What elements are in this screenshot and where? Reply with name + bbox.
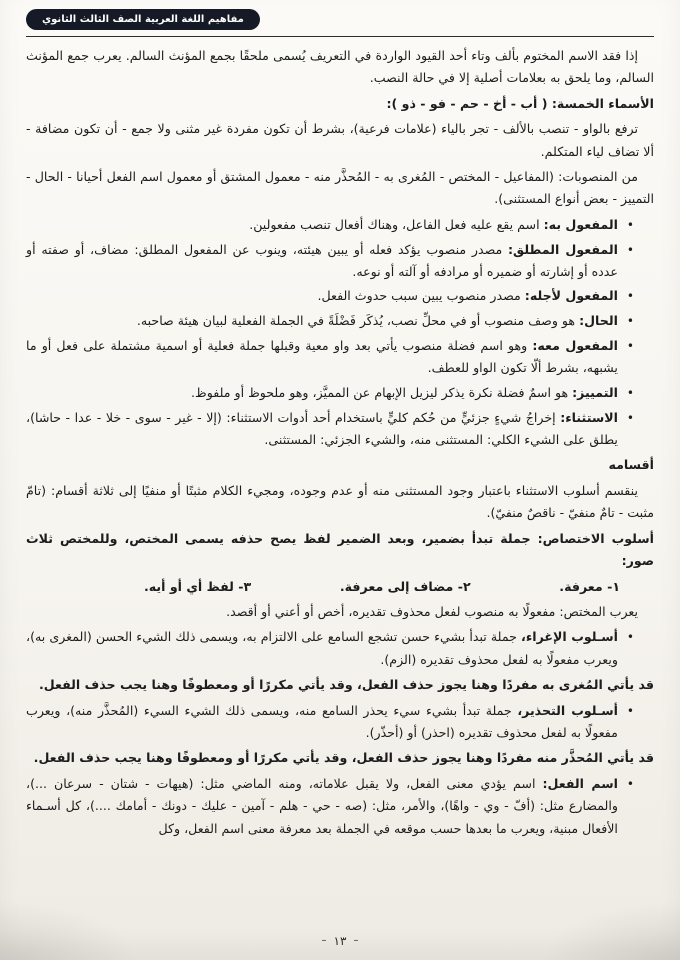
bullet-item-haal: [26, 310, 634, 333]
bullet-icon: •: [626, 776, 634, 791]
form-option-3: ٣- لفظ أي أو أيه.: [144, 578, 252, 594]
bullet-text-wrap: [26, 335, 618, 380]
asaleeb-bullet-list: [26, 626, 634, 671]
bullet-label: المفعول لأجله:: [524, 288, 618, 304]
bullet-label: المفعول به:: [543, 216, 618, 232]
bullet-item-ighraa: [26, 626, 634, 671]
note-tahzir: قد يأتي المُحذَّر منه مفردًا وهنا يجوز حذف الفعل، وقد يأتي مكررًا أو ومعطوفًا وهنا يجب حذف الفعل.: [33, 750, 654, 766]
bullet-text: جملة تبدأ بشيء سيء يحذر السامع منه، ويسمى ذلك الشيء السيء (المُحذَّر منه)، ويعرب مفعولًا به لفعل محذوف تقديره (احذر) أو (أحذّر).: [26, 702, 618, 740]
paragraph-i3rab-mukhtass: يعرب المختص: مفعولًا به منصوب لفعل محذوف تقديره، أخص أو أعني أو أقصد.: [226, 603, 638, 619]
page-footer: [0, 934, 680, 948]
bullet-label: الحال:: [579, 313, 618, 329]
bullet-item-mafoul-maah: [26, 335, 634, 380]
bullet-icon: •: [626, 385, 634, 400]
page-number: ١٣: [333, 934, 347, 948]
tahzir-bullet-list: [26, 700, 634, 745]
bullet-icon: •: [626, 703, 634, 718]
bullet-text-wrap: [26, 382, 618, 404]
bullet-icon: •: [626, 630, 634, 645]
bullet-item-mafoul-liajlih: [26, 285, 634, 308]
scan-shadow-right: [540, 900, 680, 960]
bullet-text-wrap: [26, 214, 618, 236]
paragraph-ikhtisas: أسلوب الاختصاص: جملة تبدأ بضمير، وبعد الضمير لفظ يصح حذفه يسمى المختص، وللمختص ثلاث صور:: [26, 530, 654, 569]
bullet-item-mafoul-bih: [26, 214, 634, 237]
footer-ornament-right: –: [353, 935, 359, 946]
header-badge: مفاهيم اللغة العربية الصف الثالث الثانوي: [26, 9, 260, 30]
bullet-text: إخراجُ شيءٍ جزئيٍّ من حُكم كليٍّ باستخدام أحد أدوات الاستثناء: (إلا - غير - سوى - خلا - عدا - حاشا)، يطلق على الشيء الكلي: المستثنى منه، والشيء الجزئي: المستثنى.: [26, 409, 618, 448]
paragraph-intro: إذا فقد الاسم المختوم بألف وتاء أحد القيود الواردة في التعريف يُسمى ملحقًا بجمع المؤنث السالم. يعرب جمع المؤنث السالم، وما يلحق به بعلامات أصلية إلا في حالة النصب.: [26, 48, 654, 86]
bullet-icon: •: [626, 410, 634, 425]
bullet-text-wrap: [26, 773, 618, 840]
bullet-label: الاستثناء:: [560, 409, 618, 425]
form-option-1: ١- معرفة.: [559, 578, 620, 594]
bullet-item-istithnaa: [26, 407, 634, 452]
bullet-icon: •: [626, 339, 634, 354]
mansubat-bullet-list: [26, 214, 634, 452]
form-option-2: ٢- مضاف إلى معرفة.: [339, 578, 471, 594]
bullet-text: وهو اسم فضلة منصوب يأتي بعد واو معية وقبلها جملة فعلية أو اسمية مشتملة على فعل أو ما يشبهه، بشرط ألّا تكون الواو للعطف.: [26, 338, 618, 376]
bullet-text-wrap: [26, 407, 618, 452]
bullet-icon: •: [626, 289, 634, 304]
header-divider: [26, 36, 654, 37]
scan-shadow-left: [0, 900, 140, 960]
bullet-text-wrap: [26, 700, 618, 745]
note-ighraa: قد يأتي المُغرى به مفردًا وهنا يجوز حذف الفعل، وقد يأتي مكررًا أو ومعطوفًا وهنا يجب حذف الفعل.: [38, 677, 654, 693]
mukhtass-forms-row: [26, 576, 654, 598]
paragraph-five-names-rules: ترفع بالواو - تنصب بالألف - تجر بالياء (علامات فرعية)، بشرط أن تكون مفردة غير مثنى ولا جمع - أن تكون مضافة - ألا تضاف لياء المتكلم.: [26, 121, 654, 159]
bullet-text: جملة تبدأ بشيء حسن تشجع السامع على الالتزام به، ويسمى ذلك الشيء الحسن (المغرى به)، ويعرب مفعولًا به لفعل محذوف تقديره (الزم).: [26, 629, 618, 667]
bullet-label: المفعول معه:: [532, 338, 618, 354]
paragraph-aqsam: ينقسم أسلوب الاستثناء باعتبار وجود المستثنى منه أو عدم وجوده، ومجيء الكلام مثبتًا أو منفيًا إلى ثلاثة أقسام: (تامّ مثبت - تامٌ منفيّ - ناقصٌ منفيّ).: [26, 482, 654, 521]
bullet-text: هو وصف منصوب أو في محلِّ نصب، يُذكَر فَضْلَةً في الجملة الفعلية لبيان هيئة صاحبه.: [136, 313, 576, 329]
bullet-item-mafoul-mutlaq: [26, 239, 634, 284]
bullet-text: هو اسمٌ فضلة نكرة يذكر ليزيل الإبهام عن المميَّز، وهو ملحوظ أو ملفوظ.: [191, 384, 569, 400]
page-content: [26, 45, 654, 840]
bullet-icon: •: [626, 217, 634, 232]
bullet-label: أسـلوب الإغراء،: [521, 629, 618, 645]
bullet-text: مصدر منصوب يؤكد فعله أو يبين هيئته، وينوب عن المفعول المطلق: مضاف، أو صفته أو عدده أو إشارته أو ضميره أو مرادفه أو آلته أو نوعه.: [26, 241, 618, 280]
footer-ornament-left: –: [321, 935, 327, 946]
bullet-text: اسم يقع عليه فعل الفاعل، وهناك أفعال تنصب مفعولين.: [249, 216, 540, 232]
bullet-text: مصدر منصوب يبين سبب حدوث الفعل.: [317, 288, 521, 304]
bullet-icon: •: [626, 314, 634, 329]
bullet-label: التمييز:: [572, 384, 618, 400]
bullet-label: المفعول المطلق:: [508, 241, 618, 257]
paragraph-mansubat: من المنصوبات: (المفاعيل - المختص - المُغرى به - المُحذَّر منه - معمول المشتق أو معمول اسم الفعل أحيانا - الحال - التمييز - بعض أنواع المستثنى).: [26, 169, 654, 207]
bullet-text-wrap: [26, 626, 618, 671]
bullet-icon: •: [626, 242, 634, 257]
bullet-item-ism-fil: [26, 773, 634, 840]
bullet-label: أسـلوب التحذير،: [517, 702, 618, 718]
bullet-text-wrap: [26, 285, 618, 307]
bullet-label: اسم الفعل:: [542, 775, 618, 791]
ism-fil-bullet-list: [26, 773, 634, 840]
heading-aqsam: أقسامه: [608, 457, 654, 473]
bullet-text-wrap: [26, 239, 618, 284]
bullet-text: اسم يؤدي معنى الفعل، ولا يقبل علاماته، ومنه الماضي مثل: (هيهات - شتان - سرعان ...)، والمضارع مثل: (أفّ - وي - واهًا)، والأمر، مثل: (صه - حي - هلم - آمين - عليك - دونك - أمامك ....)، كل أسـماء الأفعال مبنية، ويعرب ما بعدها حسب موقعه في الجملة بعد معرفة معنى اسم الفعل، وكل: [26, 775, 618, 836]
bullet-item-tahzir: [26, 700, 634, 745]
bullet-text-wrap: [26, 310, 618, 332]
heading-five-names: الأسماء الخمسة: ( أب - أخ - حم - فو - ذو ):: [386, 95, 654, 111]
bullet-item-tamyeez: [26, 382, 634, 405]
